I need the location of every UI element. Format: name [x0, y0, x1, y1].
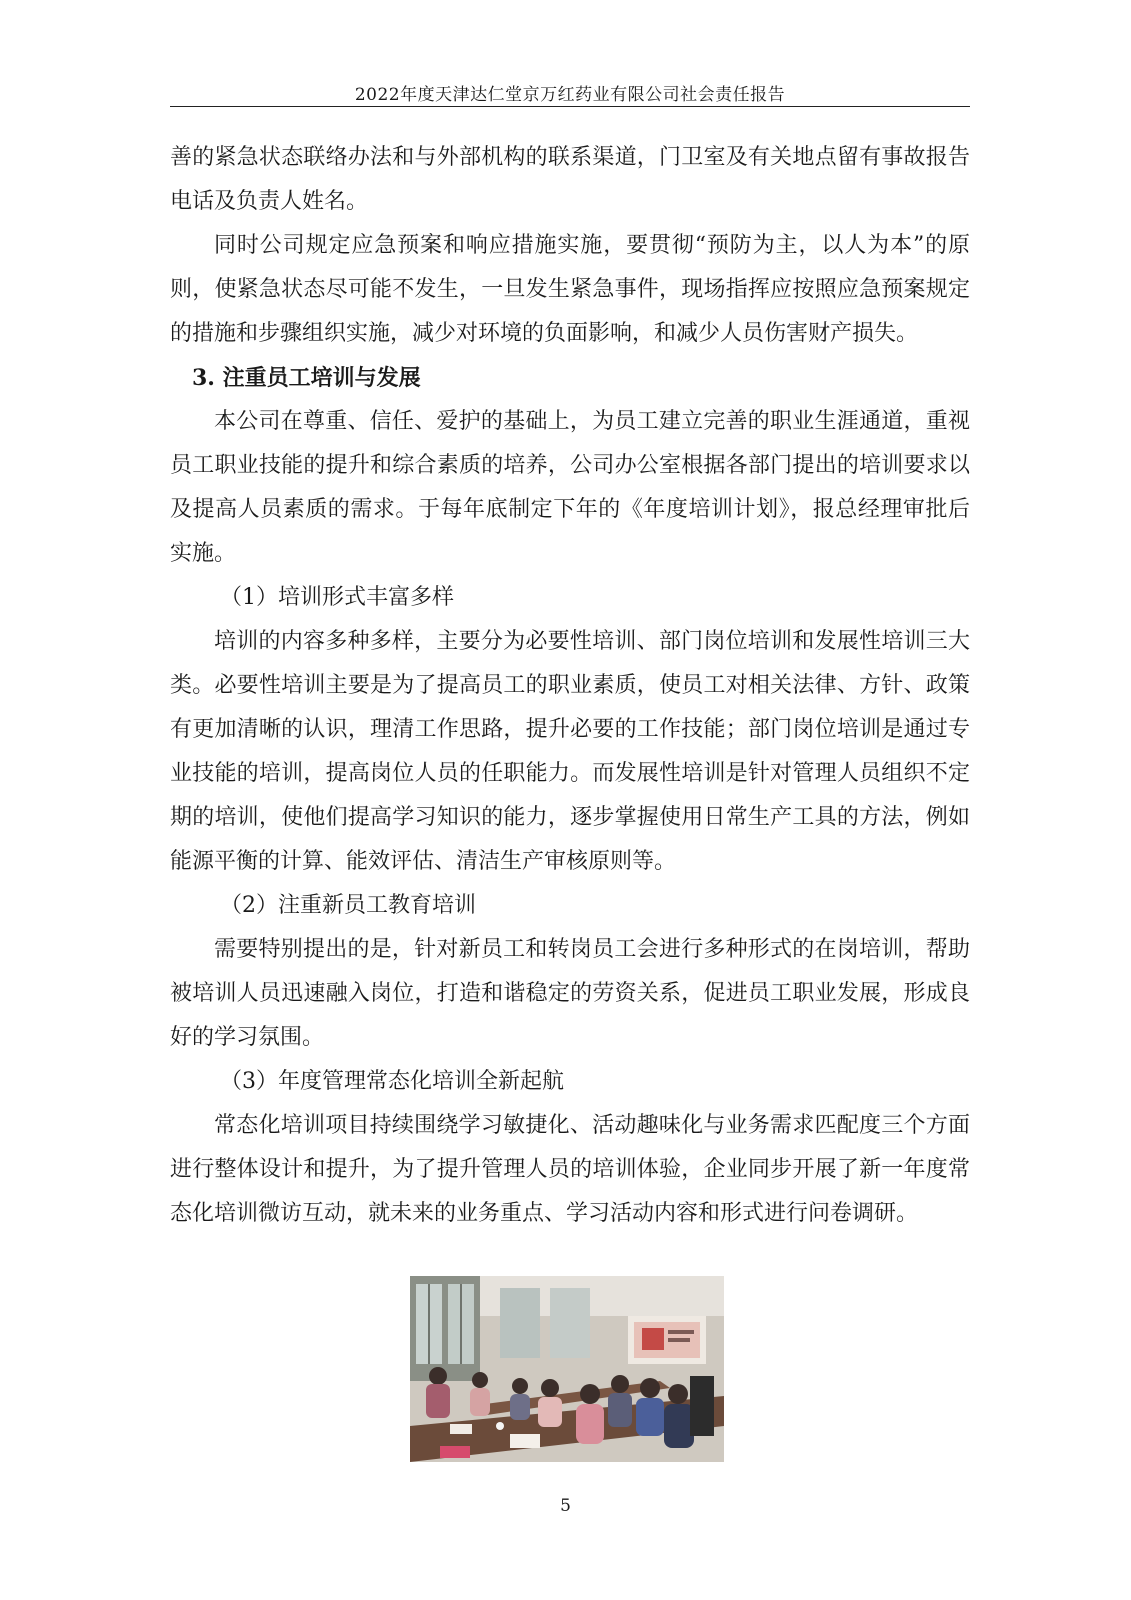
- paragraph-routine-training: 常态化培训项目持续围绕学习敏捷化、活动趣味化与业务需求匹配度三个方面进行整体设计和提升，为了提升管理人员的培训体验，企业同步开展了新一年度常态化培训微访互动，就未来的业务重点、学习活动内容和形式进行问卷调研。: [170, 1113, 970, 1226]
- report-header-title: 2022年度天津达仁堂京万红药业有限公司社会责任报告: [354, 85, 786, 105]
- header-divider: [170, 106, 970, 107]
- paragraph-new-employee: 需要特别提出的是，针对新员工和转岗员工会进行多种形式的在岗培训，帮助被培训人员迅速融入岗位，打造和谐稳定的劳资关系，促进员工职业发展，形成良好的学习氛围。: [170, 937, 970, 1050]
- document-body: [170, 136, 970, 1236]
- training-session-photo: [410, 1276, 724, 1462]
- subheading-routine-training: （3）年度管理常态化培训全新起航: [220, 1069, 564, 1094]
- subheading-new-employee-training: （2）注重新员工教育培训: [220, 893, 476, 918]
- paragraph-training-content: 培训的内容多种多样，主要分为必要性培训、部门岗位培训和发展性培训三大类。必要性培训主要是为了提高员工的职业素质，使员工对相关法律、方针、政策有更加清晰的认识，理清工作思路，提升必要的工作技能；部门岗位培训是通过专业技能的培训，提高岗位人员的任职能力。而发展性培训是针对管理人员组织不定期的培训，使他们提高学习知识的能力，逐步掌握使用日常生产工具的方法，例如能源平衡的计算、能效评估、清洁生产审核原则等。: [170, 629, 970, 874]
- subheading-training-forms: （1）培训形式丰富多样: [220, 585, 454, 610]
- paragraph-training-intro: 本公司在尊重、信任、爱护的基础上，为员工建立完善的职业生涯通道，重视员工职业技能的提升和综合素质的培养，公司办公室根据各部门提出的培训要求以及提高人员素质的需求。于每年底制定下年的《年度培训计划》，报总经理审批后实施。: [170, 409, 970, 566]
- page-number: 5: [560, 1496, 571, 1516]
- section-heading-training: 3. 注重员工培训与发展: [192, 365, 421, 391]
- paragraph-emergency-plan: 同时公司规定应急预案和响应措施实施，要贯彻“预防为主，以人为本”的原则，使紧急状态尽可能不发生，一旦发生紧急事件，现场指挥应按照应急预案规定的措施和步骤组织实施，减少对环境的负面影响，和减少人员伤害财产损失。: [170, 233, 970, 346]
- paragraph-emergency-contact: 善的紧急状态联络办法和与外部机构的联系渠道，门卫室及有关地点留有事故报告电话及负责人姓名。: [170, 145, 970, 214]
